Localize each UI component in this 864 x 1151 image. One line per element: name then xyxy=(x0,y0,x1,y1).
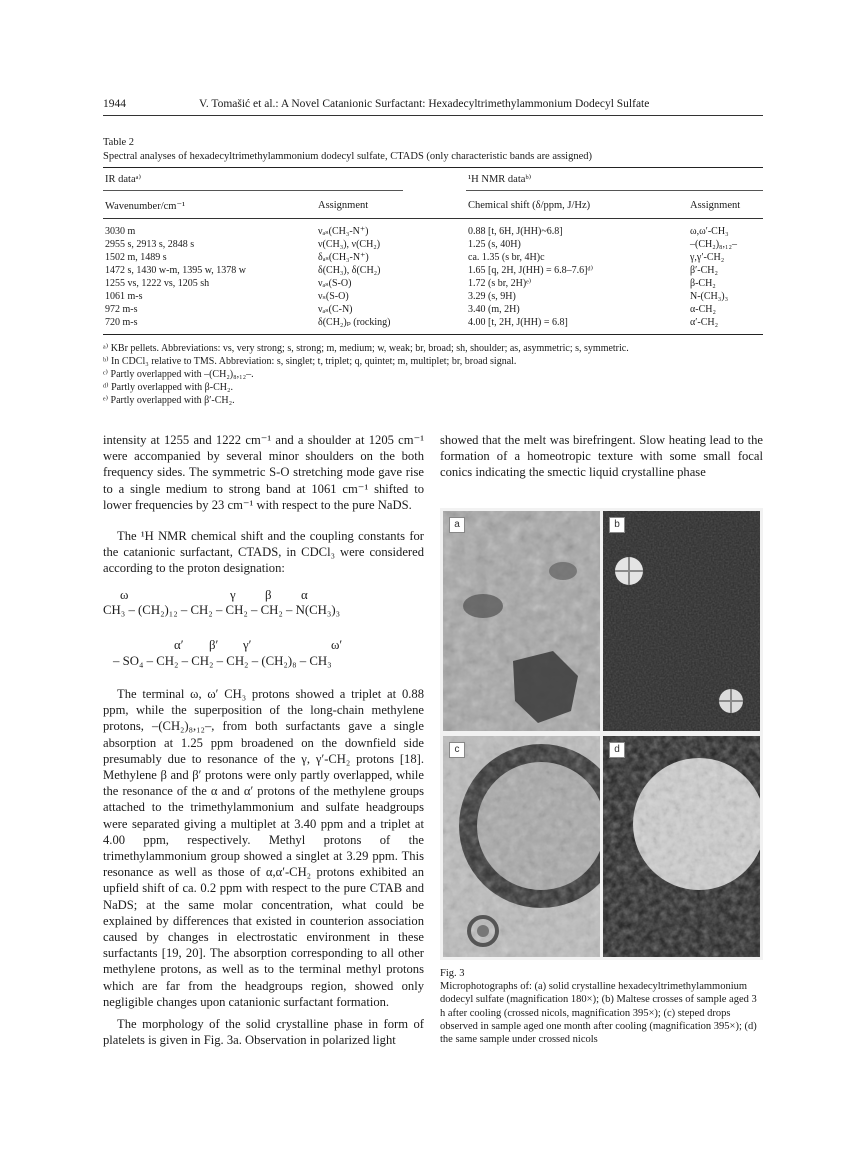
scheme-label-omega: ω xyxy=(120,588,129,602)
table-cell: νₛ(S-O) xyxy=(318,291,349,302)
col-header-ir-assignment: Assignment xyxy=(318,200,369,211)
table-cell: –(CH₂)₈,₁₂– xyxy=(690,239,737,250)
col-header-wavenumber: Wavenumber/cm⁻¹ xyxy=(105,201,186,212)
table-cell: 972 m-s xyxy=(105,304,138,315)
table-cell: α′-CH₂ xyxy=(690,317,719,328)
scheme-label-beta: β xyxy=(265,588,272,602)
table-footnote: ᵉ⁾ Partly overlapped with β′-CH₂. xyxy=(103,395,235,406)
body-paragraph: The ¹H NMR chemical shift and the coupling constants for the catanionic surfactant, CTADS, in CDCl₃ were considered according to the proton designation: xyxy=(103,529,424,576)
table-footnote: ᶜ⁾ Partly overlapped with –(CH₂)₈,₁₂–. xyxy=(103,369,254,380)
panel-label: b xyxy=(609,517,625,533)
table-row xyxy=(0,252,864,265)
table-cell: 2955 s, 2913 s, 2848 s xyxy=(105,239,195,250)
table-row xyxy=(0,291,864,304)
figure-caption: Microphotographs of: (a) solid crystalline hexadecyltrimethylammonium dodecyl sulfate (magnification 180×); (b) Maltese crosses of sample aged 3 h after cooling (crossed nicols, magnification 395×); (c) steped drops observed in sample aged one month after cooling (magnification 395×); (d) the same sample under crossed nicols xyxy=(440,981,757,1046)
micrograph-panel-c xyxy=(443,736,600,957)
micrograph-d-image xyxy=(603,736,760,957)
table-cell: γ,γ′-CH₂ xyxy=(690,252,725,263)
body-paragraph: The morphology of the solid crystalline phase in form of platelets is given in Fig. 3a. Observation in polarized light xyxy=(103,1017,424,1048)
ir-group-heading: IR dataᵃ⁾ xyxy=(105,174,142,185)
micrograph-b-image xyxy=(603,511,760,731)
table-top-rule xyxy=(103,167,763,168)
table-row xyxy=(0,239,864,252)
table-row xyxy=(0,278,864,291)
table-cell: νₐₛ(CH₃-N⁺) xyxy=(318,226,369,237)
micrograph-panel-a xyxy=(443,511,600,731)
scheme-label-omega-prime: ω′ xyxy=(331,638,343,652)
table-cell: νₐₛ(S-O) xyxy=(318,278,352,289)
figure-label: Fig. 3 xyxy=(440,968,465,979)
table-cell: 1255 vs, 1222 vs, 1205 sh xyxy=(105,278,210,289)
panel-label: c xyxy=(449,742,465,758)
table-footnote: ᵇ⁾ In CDCl₃ relative to TMS. Abbreviation: s, singlet; t, triplet; q, quintet; m, multiplet; br, broad signal. xyxy=(103,356,517,367)
figure-3-micrographs xyxy=(440,508,763,960)
table-cell: 1061 m-s xyxy=(105,291,143,302)
table-cell: 1.65 [q, 2H, J(HH) = 6.8–7.6]ᵈ⁾ xyxy=(468,265,594,276)
col-header-chemical-shift: Chemical shift (δ/ppm, J/Hz) xyxy=(468,200,591,211)
scheme-label-gamma: γ xyxy=(230,588,236,602)
table-label: Table 2 xyxy=(103,137,135,148)
scheme-label-alpha-prime: α′ xyxy=(174,638,184,652)
scheme-line-cation: CH₃ – (CH₂)₁₂ – CH₂ – CH₂ – CH₂ – N(CH₃)₃ xyxy=(103,603,341,617)
table-cell: ca. 1.35 (s br, 4H)c xyxy=(468,252,545,263)
table-cell: 1502 m, 1489 s xyxy=(105,252,167,263)
table-cell: δₐₛ(CH₃-N⁺) xyxy=(318,252,369,263)
table-cell: β-CH₂ xyxy=(690,278,716,289)
body-paragraph: showed that the melt was birefringent. Slow heating lead to the formation of a homeotropic texture with some small focal conics indicating the smectic liquid crystalline phase xyxy=(440,433,763,480)
table-cell: 4.00 [t, 2H, J(HH) = 6.8] xyxy=(468,317,568,328)
table-row xyxy=(0,226,864,239)
table-footnote: ᵃ⁾ KBr pellets. Abbreviations: vs, very strong; s, strong; m, medium; w, weak; br, broad; sh, shoulder; as, asymmetric; s, symmetric. xyxy=(103,343,629,354)
table-footnote: ᵈ⁾ Partly overlapped with β-CH₂. xyxy=(103,382,233,393)
scheme-label-beta-prime: β′ xyxy=(209,638,219,652)
table-cell: β′-CH₂ xyxy=(690,265,718,276)
header-rule xyxy=(103,115,763,116)
table-cell: δ(CH₂)ₚ (rocking) xyxy=(318,317,391,328)
micrograph-panel-d xyxy=(603,736,760,957)
nmr-group-heading: ¹H NMR dataᵇ⁾ xyxy=(468,174,532,185)
table-cell: δ(CH₃), δ(CH₂) xyxy=(318,265,381,276)
table-header-rule xyxy=(103,218,763,219)
table-cell: 3.40 (m, 2H) xyxy=(468,304,520,315)
table-cell: N-(CH₃)₃ xyxy=(690,291,729,302)
table-cell: 1.72 (s br, 2H)ᵉ⁾ xyxy=(468,278,532,289)
table-cell: ν(CH₃), ν(CH₂) xyxy=(318,239,381,250)
table-cell: 3.29 (s, 9H) xyxy=(468,291,516,302)
table-cell: 1.25 (s, 40H) xyxy=(468,239,521,250)
micrograph-a-image xyxy=(443,511,600,731)
table-caption-block xyxy=(103,136,592,164)
running-title: V. Tomašić et al.: A Novel Catanionic Surfactant: Hexadecyltrimethylammonium Dodecyl Sulfate xyxy=(199,98,650,110)
table-cell: 0.88 [t, 6H, J(HH)~6.8] xyxy=(468,226,563,237)
table-row xyxy=(0,317,864,330)
micrograph-panel-b xyxy=(603,511,760,731)
table-cell: 3030 m xyxy=(105,226,136,237)
table-row xyxy=(0,265,864,278)
panel-label: d xyxy=(609,742,625,758)
table-bottom-rule xyxy=(103,334,763,335)
scheme-label-alpha: α xyxy=(301,588,308,602)
table-cell: ω,ω′-CH₃ xyxy=(690,226,729,237)
table-cell: 720 m-s xyxy=(105,317,138,328)
panel-label: a xyxy=(449,517,465,533)
scheme-label-gamma-prime: γ′ xyxy=(243,638,252,652)
scheme-line-anion: – SO₄ – CH₂ – CH₂ – CH₂ – (CH₂)₈ – CH₃ xyxy=(113,654,332,668)
table-caption: Spectral analyses of hexadecyltrimethylammonium dodecyl sulfate, CTADS (only characteristic bands are assigned) xyxy=(103,151,593,162)
table-cell: νₐₛ(C-N) xyxy=(318,304,353,315)
col-header-nmr-assignment: Assignment xyxy=(690,200,741,211)
page-number: 1944 xyxy=(103,98,126,110)
table-cell: 1472 s, 1430 w-m, 1395 w, 1378 w xyxy=(105,265,247,276)
ir-group-rule xyxy=(103,190,403,191)
table-cell: α-CH₂ xyxy=(690,304,716,315)
figure-caption-block xyxy=(440,967,763,1046)
table-row xyxy=(0,304,864,317)
body-paragraph: The terminal ω, ω′ CH₃ protons showed a triplet at 0.88 ppm, while the superposition of the long-chain methylene protons, –(CH₂)₈,₁₂–, from both surfactants gave a single absorption at 1.25 ppm broadened on the downfield side presumably due to resonance of the γ, γ′-CH₂ protons [18]. Methylene β and β′ protons were only partly overlapped, while the resonance of the α and α′ protons of the methylene groups attached to the trimethylammonium and sulfate headgroups were separated giving a multiplet at 3.40 ppm and a triplet at 4.00 ppm, respectively. Methyl protons of the trimethylammonium group showed a singlet at 3.29 ppm. This resonance as well as those of α,α′-CH₂ protons exhibited an upfield shift of ca. 0.2 ppm with respect to the pure CTAB and NaDS; at the same molar concentration, what could be explained by differences that existed in counterion association caused by changes in electrostatic environment in these surfactants [19, 20]. The absorption corresponding to all other methylene protons, as well as to the terminal methyl protons which are far from the headgroups region, showed only negligible changes upon catanionic surfactant formation. xyxy=(103,687,424,1009)
micrograph-c-image xyxy=(443,736,600,957)
body-paragraph: intensity at 1255 and 1222 cm⁻¹ and a shoulder at 1205 cm⁻¹ were accompanied by several minor shoulders on the both frequency sides. The symmetric S-O stretching mode gave rise to a single medium to strong band at 1061 cm⁻¹ shifted to lower frequencies by 23 cm⁻¹ with respect to the pure NaDS. xyxy=(103,433,424,512)
nmr-group-rule xyxy=(466,190,763,191)
